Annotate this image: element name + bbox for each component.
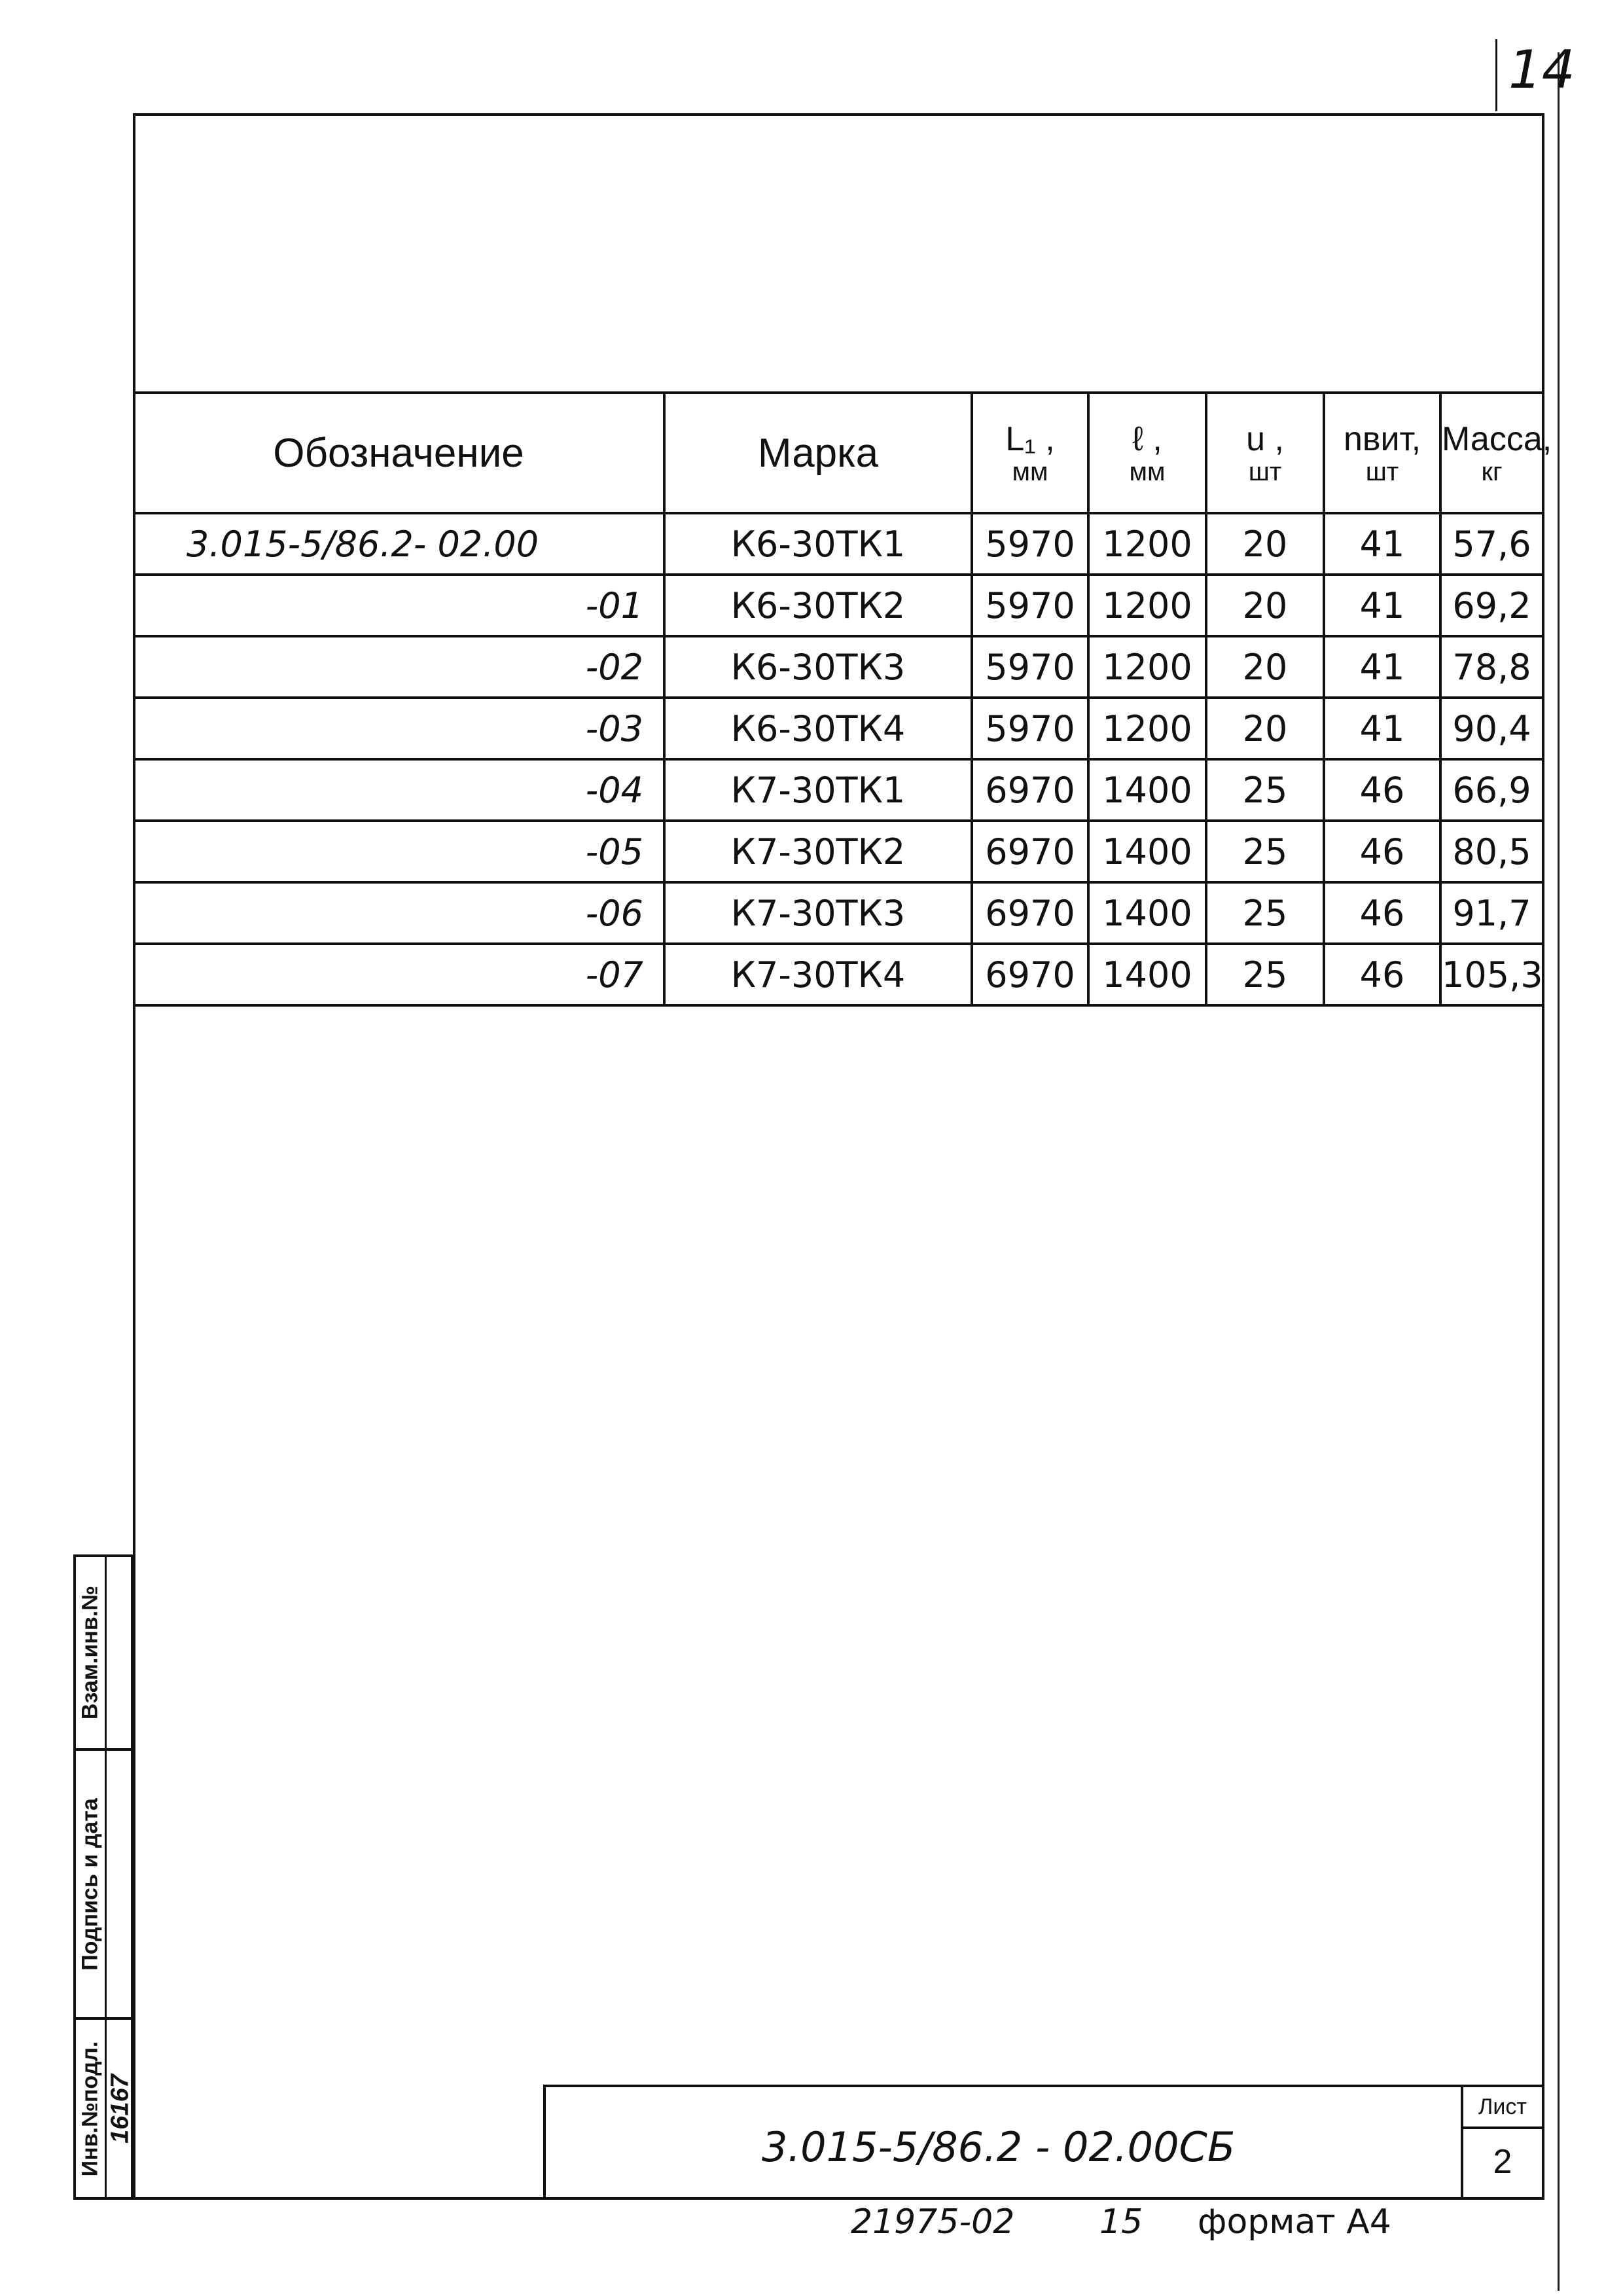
cell-u: 20 [1206,513,1324,575]
cell-n-vit: 41 [1324,636,1440,698]
cell-oboznachenie: -07 [134,944,664,1005]
cell-oboznachenie: -01 [134,575,664,636]
cell-massa: 78,8 [1440,636,1542,698]
cell-u: 25 [1206,821,1324,882]
cell-massa: 57,6 [1440,513,1542,575]
table-header-row [134,393,1542,513]
side-stamp-vzam [73,1554,134,1751]
cell-oboznachenie: 3.015-5/86.2- 02.00 [134,513,664,575]
title-block [543,2085,1544,2200]
cell-marka: К6-30ТК2 [664,575,972,636]
table-row [134,575,1542,636]
cell-l: 1200 [1088,575,1206,636]
cell-marka: К7-30ТК4 [664,944,972,1005]
cell-oboznachenie: -05 [134,821,664,882]
sheet-label: Лист [1463,2087,1542,2129]
cell-n-vit: 46 [1324,882,1440,944]
col-header-oboznachenie: Обозначение [134,393,664,513]
sheet-cell [1461,2087,1542,2197]
cell-l1: 6970 [972,759,1088,821]
side-stamp-inv [73,2017,134,2200]
cell-massa: 80,5 [1440,821,1542,882]
cell-n-vit: 46 [1324,944,1440,1005]
cell-marka: К7-30ТК2 [664,821,972,882]
cell-l: 1200 [1088,698,1206,759]
cell-oboznachenie: -03 [134,698,664,759]
table-row [134,513,1542,575]
cell-u: 25 [1206,944,1324,1005]
cell-oboznachenie: -06 [134,882,664,944]
cell-u: 20 [1206,636,1324,698]
cell-marka: К6-30ТК1 [664,513,972,575]
table-row [134,882,1542,944]
cell-marka: К6-30ТК4 [664,698,972,759]
cell-l: 1400 [1088,882,1206,944]
cell-u: 20 [1206,575,1324,636]
footer-archive-number: 21975-02 [851,2202,1015,2242]
cell-marka: К7-30ТК3 [664,882,972,944]
footer-page-number: 15 [1099,2202,1143,2242]
table-row [134,636,1542,698]
cell-l1: 5970 [972,636,1088,698]
cell-l: 1400 [1088,944,1206,1005]
side-stamp-podpis [73,1748,134,2020]
side-value-inv: 16167 [106,2073,134,2144]
cell-marka: К7-30ТК1 [664,759,972,821]
table-row [134,944,1542,1005]
table-row [134,821,1542,882]
cell-l1: 6970 [972,882,1088,944]
margin-rule [1558,52,1560,2291]
side-label-vzam: Взам.инв.№ [77,1585,103,1720]
cell-l1: 5970 [972,698,1088,759]
cell-oboznachenie: -04 [134,759,664,821]
cell-u: 25 [1206,759,1324,821]
cell-n-vit: 41 [1324,698,1440,759]
cell-l1: 6970 [972,944,1088,1005]
col-header-marka: Марка [664,393,972,513]
col-header-length-l1: L₁ , мм [972,393,1088,513]
cell-massa: 105,3 [1440,944,1542,1005]
cell-massa: 69,2 [1440,575,1542,636]
cell-l: 1400 [1088,759,1206,821]
cell-u: 20 [1206,698,1324,759]
cell-massa: 90,4 [1440,698,1542,759]
cell-n-vit: 46 [1324,821,1440,882]
footer-format: формат А4 [1198,2202,1391,2242]
cell-massa: 66,9 [1440,759,1542,821]
cell-n-vit: 46 [1324,759,1440,821]
col-header-length-l: ℓ , мм [1088,393,1206,513]
cell-oboznachenie: -02 [134,636,664,698]
table-row [134,759,1542,821]
cell-marka: К6-30ТК3 [664,636,972,698]
sheet-number-top: 14 [1508,39,1575,100]
cell-massa: 91,7 [1440,882,1542,944]
side-label-podpis: Подпись и дата [77,1797,103,1971]
cell-l: 1200 [1088,636,1206,698]
specification-table [134,391,1552,1007]
cell-l: 1400 [1088,821,1206,882]
cell-l: 1200 [1088,513,1206,575]
document-code: 3.015-5/86.2 - 02.00СБ [762,2123,1236,2171]
cell-l1: 5970 [972,575,1088,636]
col-header-n-vit: nвит, шт [1324,393,1440,513]
cell-l1: 5970 [972,513,1088,575]
col-header-massa: Масса, кг [1440,393,1542,513]
side-label-inv: Инв.№подл. [77,2041,103,2176]
col-header-u: u , шт [1206,393,1324,513]
cell-n-vit: 41 [1324,513,1440,575]
cell-n-vit: 41 [1324,575,1440,636]
table-row [134,698,1542,759]
sheet-number-divider [1495,39,1497,111]
cell-l1: 6970 [972,821,1088,882]
cell-u: 25 [1206,882,1324,944]
sheet-value: 2 [1493,2143,1512,2181]
